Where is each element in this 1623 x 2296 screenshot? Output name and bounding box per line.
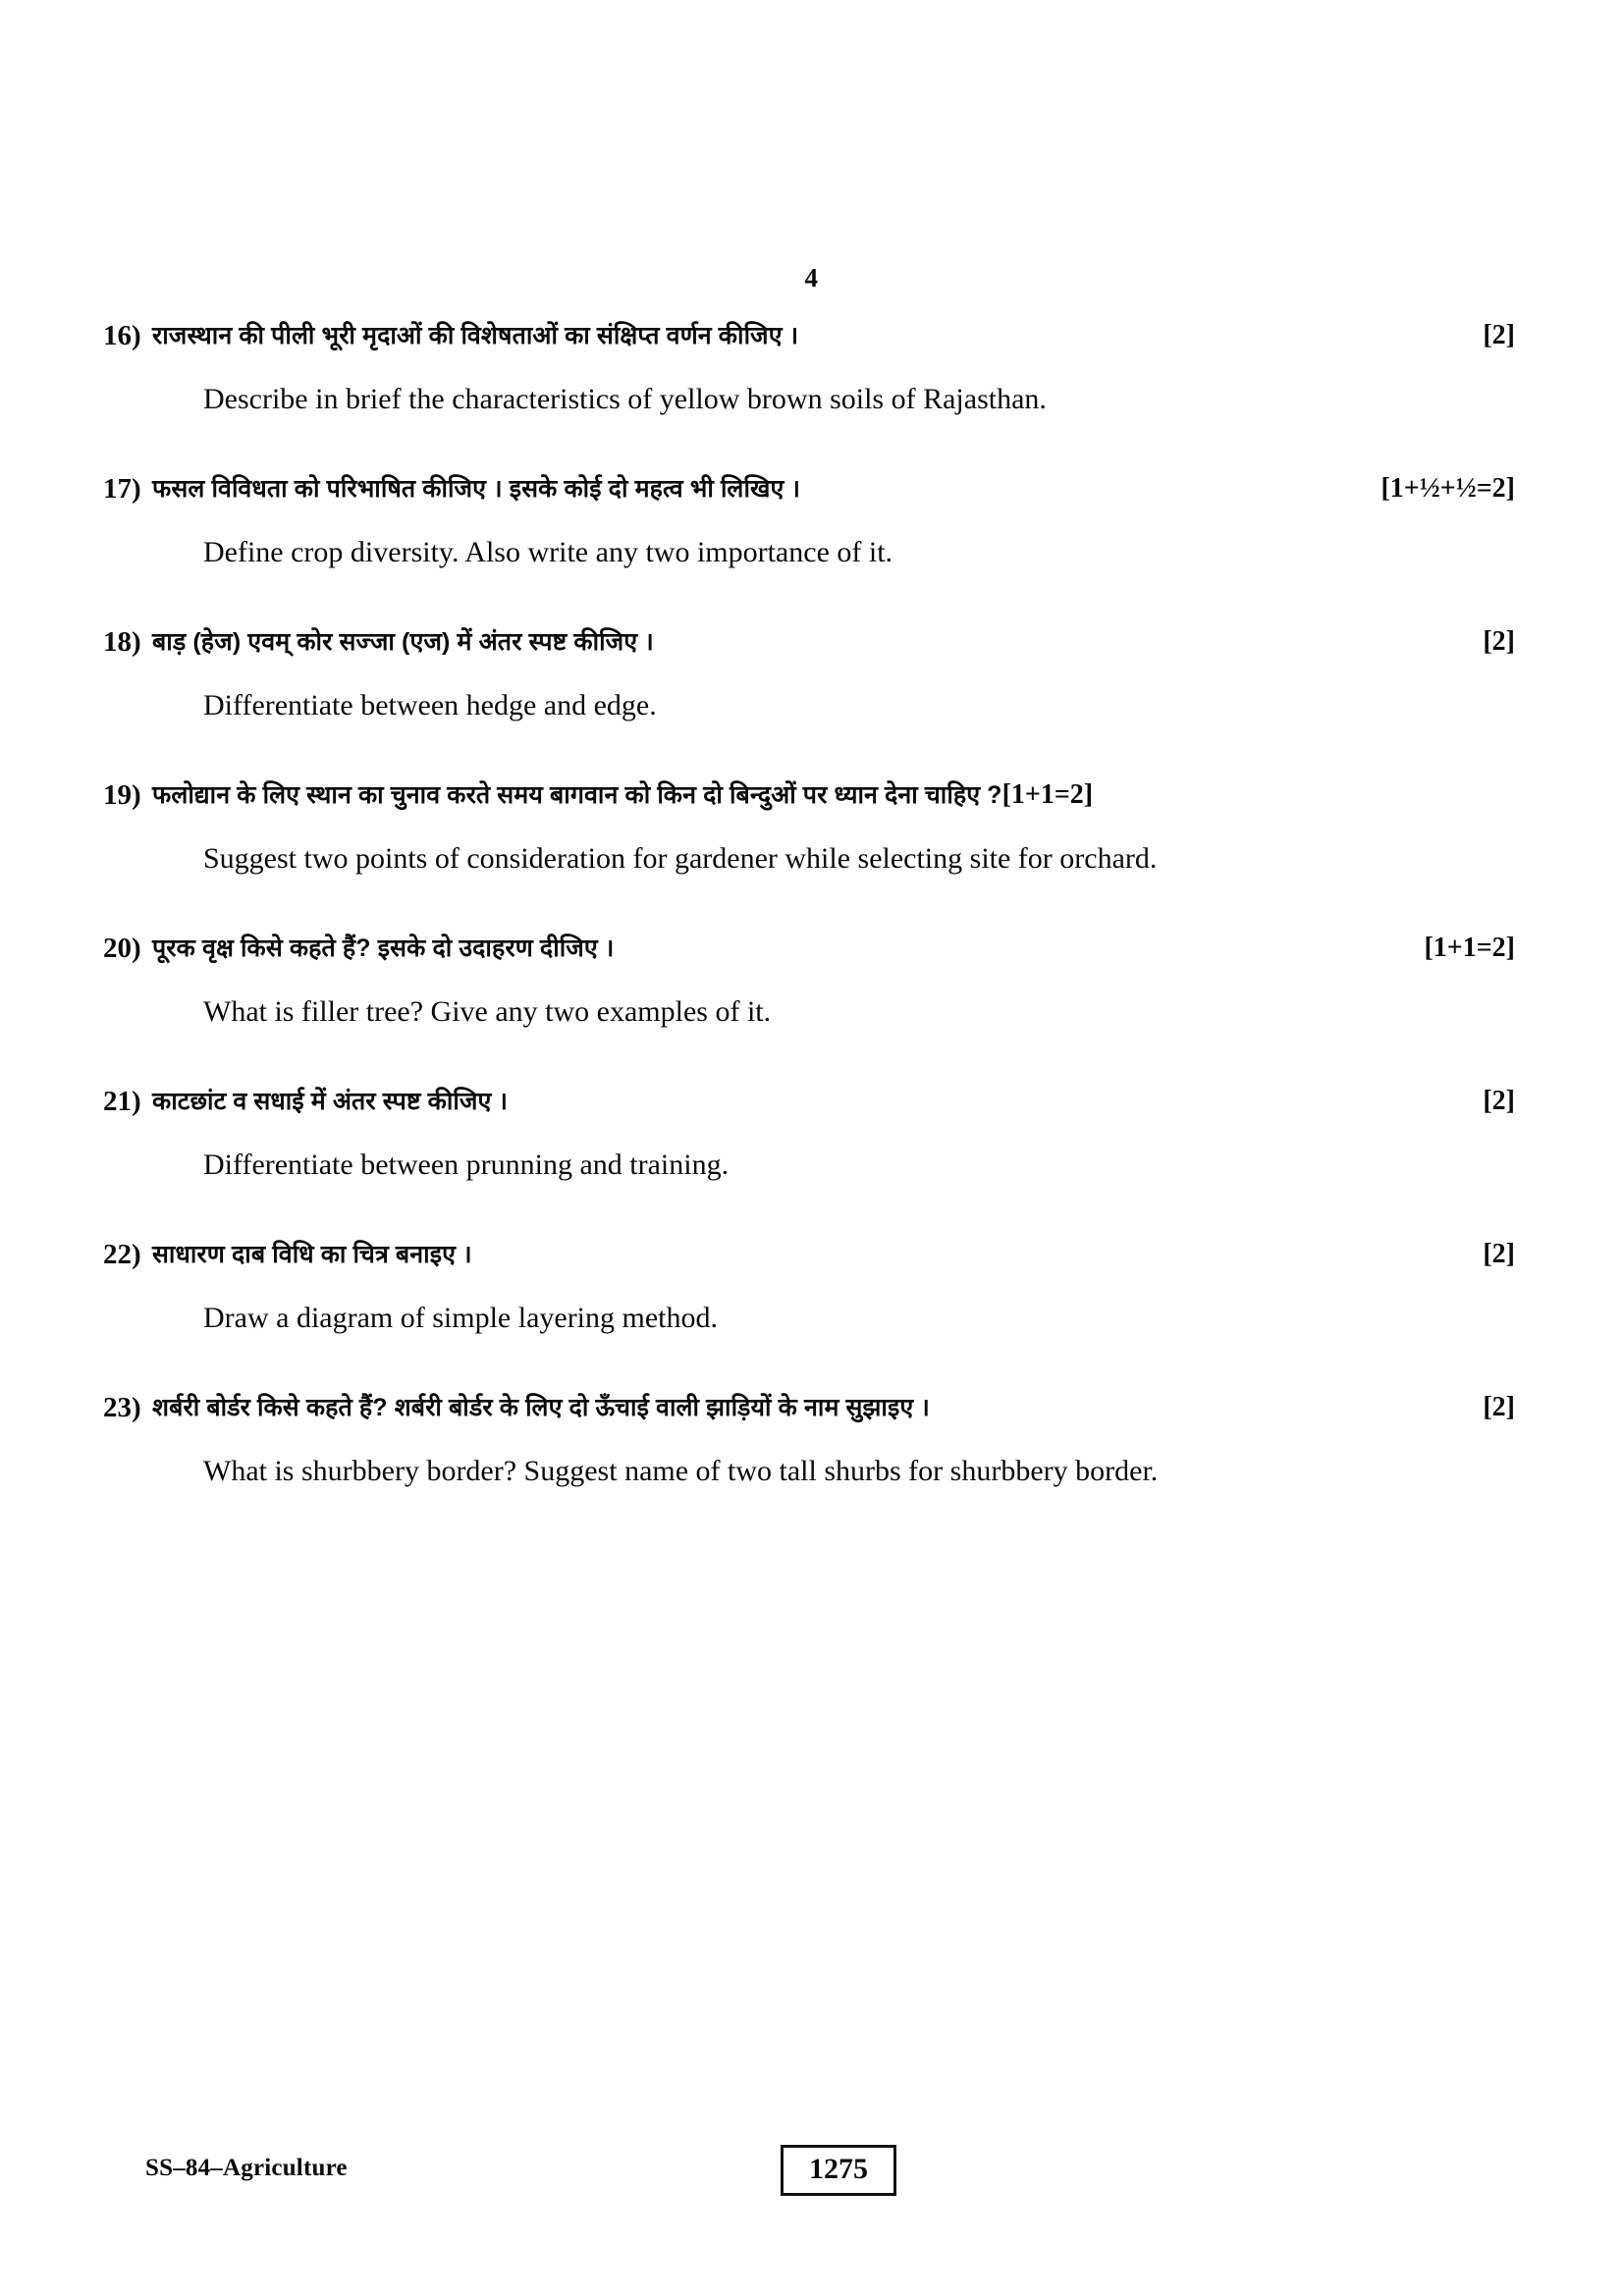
question-hindi-row (103, 620, 1515, 664)
question-block (0, 774, 1623, 880)
question-number: 20) (103, 933, 141, 964)
question-marks: [2] (1483, 1392, 1515, 1422)
question-text-hindi: साधारण दाब विधि का चित्र बनाइए । (152, 1241, 472, 1268)
question-block (0, 927, 1623, 1033)
question-hindi-row (103, 314, 1515, 357)
question-block (0, 1386, 1623, 1492)
subject-code-label: SS–84–Agriculture (145, 2155, 348, 2181)
question-text-hindi: पूरक वृक्ष किसे कहते हैं? इसके दो उदाहरण दीजिए । (152, 934, 615, 962)
question-marks: [1+½+½=2] (1380, 473, 1515, 504)
paper-code-box: 1275 (781, 2145, 896, 2196)
question-marks: [1+1=2] (1424, 933, 1515, 963)
question-text-hindi: राजस्थान की पीली भूरी मृदाओं की विशेषताओं का संक्षिप्त वर्णन कीजिए । (152, 322, 799, 349)
question-hindi-line (152, 467, 1515, 510)
question-marks: [1+1=2] (1001, 779, 1094, 810)
question-text-english: Draw a diagram of simple layering method. (203, 1302, 719, 1334)
question-block (0, 1233, 1623, 1339)
question-number: 16) (103, 320, 141, 351)
question-hindi-line (152, 314, 1515, 357)
page-footer (0, 2145, 1623, 2202)
question-list (0, 314, 1623, 1539)
question-text-english: Describe in brief the characteristics of yellow brown soils of Rajasthan. (203, 383, 1047, 415)
question-text-hindi: फसल विविधता को परिभाषित कीजिए । इसके कोई दो महत्व भी लिखिए । (152, 475, 801, 503)
question-number: 17) (103, 473, 141, 505)
question-hindi-line (152, 1080, 1515, 1123)
question-number: 22) (103, 1239, 141, 1270)
question-block (0, 467, 1623, 573)
question-text-english: Differentiate between prunning and training. (203, 1148, 730, 1181)
page-number: 4 (804, 263, 819, 293)
question-number: 18) (103, 626, 141, 658)
question-text-english: Define crop diversity. Also write any two importance of it. (203, 536, 893, 568)
question-text-english: Suggest two points of consideration for gardener while selecting site for orchard. (203, 842, 1158, 875)
question-marks: [2] (1483, 320, 1515, 350)
question-text-hindi: फलोद्यान के लिए स्थान का चुनाव करते समय बागवान को किन दो बिन्दुओं पर ध्यान देना चाहिए ? (152, 781, 1002, 809)
question-text-english: What is shurbbery border? Suggest name of two tall shurbs for shurbbery border. (203, 1455, 1159, 1487)
question-hindi-line (152, 620, 1515, 664)
question-text-hindi: बाड़ (हेज) एवम् कोर सज्जा (एज) में अंतर स्पष्ट कीजिए । (152, 628, 654, 656)
question-block (0, 1080, 1623, 1186)
question-hindi-row (103, 1233, 1515, 1276)
question-marks: [2] (1483, 626, 1515, 657)
question-hindi-line (152, 927, 1515, 970)
question-block (0, 314, 1623, 420)
question-hindi-row (103, 927, 1515, 970)
question-block (0, 620, 1623, 726)
question-hindi-row (103, 1386, 1515, 1429)
question-number: 23) (103, 1392, 141, 1423)
question-hindi-line (152, 1386, 1515, 1429)
question-marks: [2] (1483, 1239, 1515, 1269)
question-text-hindi: काटछांट व सधाई में अंतर स्पष्ट कीजिए । (152, 1088, 509, 1115)
question-hindi-row (103, 774, 1515, 817)
question-number: 21) (103, 1086, 141, 1117)
question-marks: [2] (1483, 1086, 1515, 1116)
question-text-english: What is filler tree? Give any two examples of it. (203, 995, 772, 1028)
question-number: 19) (103, 779, 141, 811)
question-hindi-row (103, 1080, 1515, 1123)
question-hindi-line (152, 774, 1515, 817)
question-text-hindi: शर्बरी बोर्डर किसे कहते हैं? शर्बरी बोर्डर के लिए दो ऊँचाई वाली झाड़ियों के नाम सुझाइए । (152, 1394, 930, 1421)
question-hindi-line (152, 1233, 1515, 1276)
question-hindi-row (103, 467, 1515, 510)
question-text-english: Differentiate between hedge and edge. (203, 689, 657, 721)
